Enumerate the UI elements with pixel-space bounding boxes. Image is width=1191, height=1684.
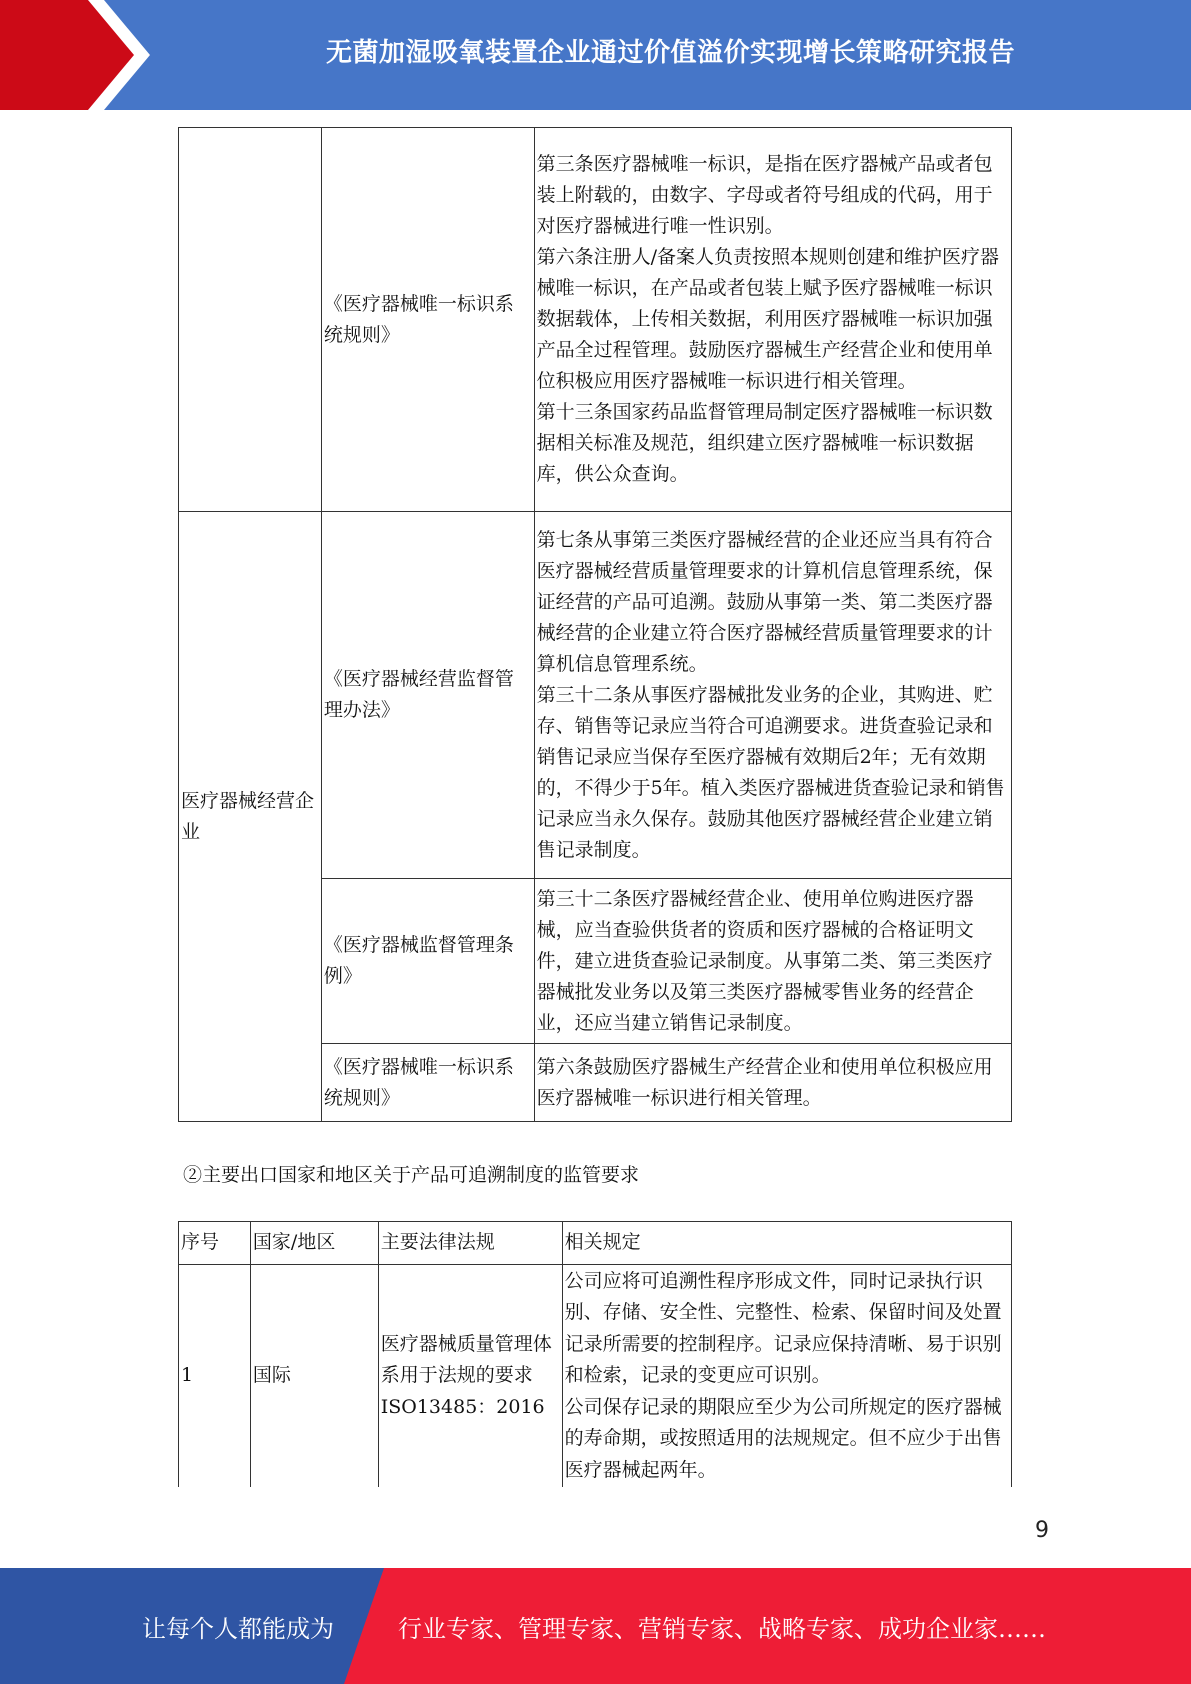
regulation-cell: 《医疗器械监督管理条例》 — [321, 879, 534, 1044]
table-row — [179, 128, 1012, 512]
entity-cell — [179, 128, 322, 512]
page-number: 9 — [1035, 1518, 1049, 1543]
table-row — [179, 1265, 1012, 1488]
number-cell: 1 — [179, 1265, 251, 1488]
section-heading: ②主要出口国家和地区关于产品可追溯制度的监管要求 — [183, 1164, 640, 1186]
page-header — [0, 0, 1191, 110]
column-header: 相关规定 — [562, 1222, 1011, 1265]
provision-text: 第六条注册人/备案人负责按照本规则创建和维护医疗器械唯一标识，在产品或者包装上赋予医疗器械唯一标识数据载体，上传相关数据，利用医疗器械唯一标识加强产品全过程管理。鼓励医疗器械生产经营企业和使用单位积极应用医疗器械唯一标识进行相关管理。 — [536, 246, 999, 392]
regulation-cell: 《医疗器械唯一标识系统规则》 — [321, 1044, 534, 1122]
provision-text: 公司应将可追溯性程序形成文件，同时记录执行识别、存储、安全性、完整性、检索、保留时间及处置记录所需要的控制程序。记录应保持清晰、易于识别和检索，记录的变更应可识别。 — [564, 1269, 1002, 1387]
provision-cell — [534, 879, 1011, 1044]
column-header: 主要法律法规 — [378, 1222, 562, 1265]
provision-text: 第三十二条医疗器械经营企业、使用单位购进医疗器械，应当查验供货者的资质和医疗器械的合格证明文件，建立进货查验记录制度。从事第二类、第三类医疗器械批发业务以及第三类医疗器械零售业务的经营企业，还应当建立销售记录制度。 — [536, 887, 993, 1034]
provision-text: 第三十二条从事医疗器械批发业务的企业，其购进、贮存、销售等记录应当符合可追溯要求。进货查验记录和销售记录应当保存至医疗器械有效期后2年；无有效期的，不得少于5年。植入类医疗器械进货查验记录和销售记录应当永久保存。鼓励其他医疗器械经营企业建立销售记录制度。 — [536, 683, 1005, 861]
provision-cell — [562, 1265, 1011, 1488]
provision-cell — [534, 512, 1011, 879]
provision-text: 第三条医疗器械唯一标识，是指在医疗器械产品或者包装上附载的，由数字、字母或者符号组成的代码，用于对医疗器械进行唯一性识别。 — [536, 153, 993, 237]
region-cell: 国际 — [250, 1265, 378, 1488]
law-code: ISO13485：2016 — [380, 1395, 545, 1418]
export-regulation-table — [178, 1221, 1012, 1487]
regulation-cell: 《医疗器械唯一标识系统规则》 — [321, 128, 534, 512]
provision-cell — [534, 1044, 1011, 1122]
footer-slogan-right: 行业专家、管理专家、营销专家、战略专家、成功企业家…… — [398, 1614, 1046, 1643]
regulation-table — [178, 127, 1012, 1122]
regulation-cell: 《医疗器械经营监督管理办法》 — [321, 512, 534, 879]
provision-text: 第六条鼓励医疗器械生产经营企业和使用单位积极应用医疗器械唯一标识进行相关管理。 — [536, 1055, 993, 1109]
footer-slogan-left: 让每个人都能成为 — [142, 1614, 334, 1643]
provision-cell — [534, 128, 1011, 512]
provision-text: 第十三条国家药品监督管理局制定医疗器械唯一标识数据相关标准及规范，组织建立医疗器械唯一标识数据库，供公众查询。 — [536, 401, 993, 485]
column-header: 序号 — [179, 1222, 251, 1265]
law-cell — [378, 1265, 562, 1488]
page-footer — [0, 1568, 1191, 1684]
table-header-row — [179, 1222, 1012, 1265]
column-header: 国家/地区 — [250, 1222, 378, 1265]
provision-text: 公司保存记录的期限应至少为公司所规定的医疗器械的寿命期，或按照适用的法规规定。但不应少于出售医疗器械起两年。 — [564, 1395, 1002, 1481]
entity-cell: 医疗器械经营企业 — [179, 512, 322, 1122]
provision-text: 第七条从事第三类医疗器械经营的企业还应当具有符合医疗器械经营质量管理要求的计算机信息管理系统，保证经营的产品可追溯。鼓励从事第一类、第二类医疗器械经营的企业建立符合医疗器械经营质量管理要求的计算机信息管理系统。 — [536, 528, 993, 675]
law-name: 医疗器械质量管理体系用于法规的要求 — [380, 1332, 552, 1387]
table-row — [179, 512, 1012, 879]
report-title: 无菌加湿吸氧装置企业通过价值溢价实现增长策略研究报告 — [325, 37, 1015, 68]
